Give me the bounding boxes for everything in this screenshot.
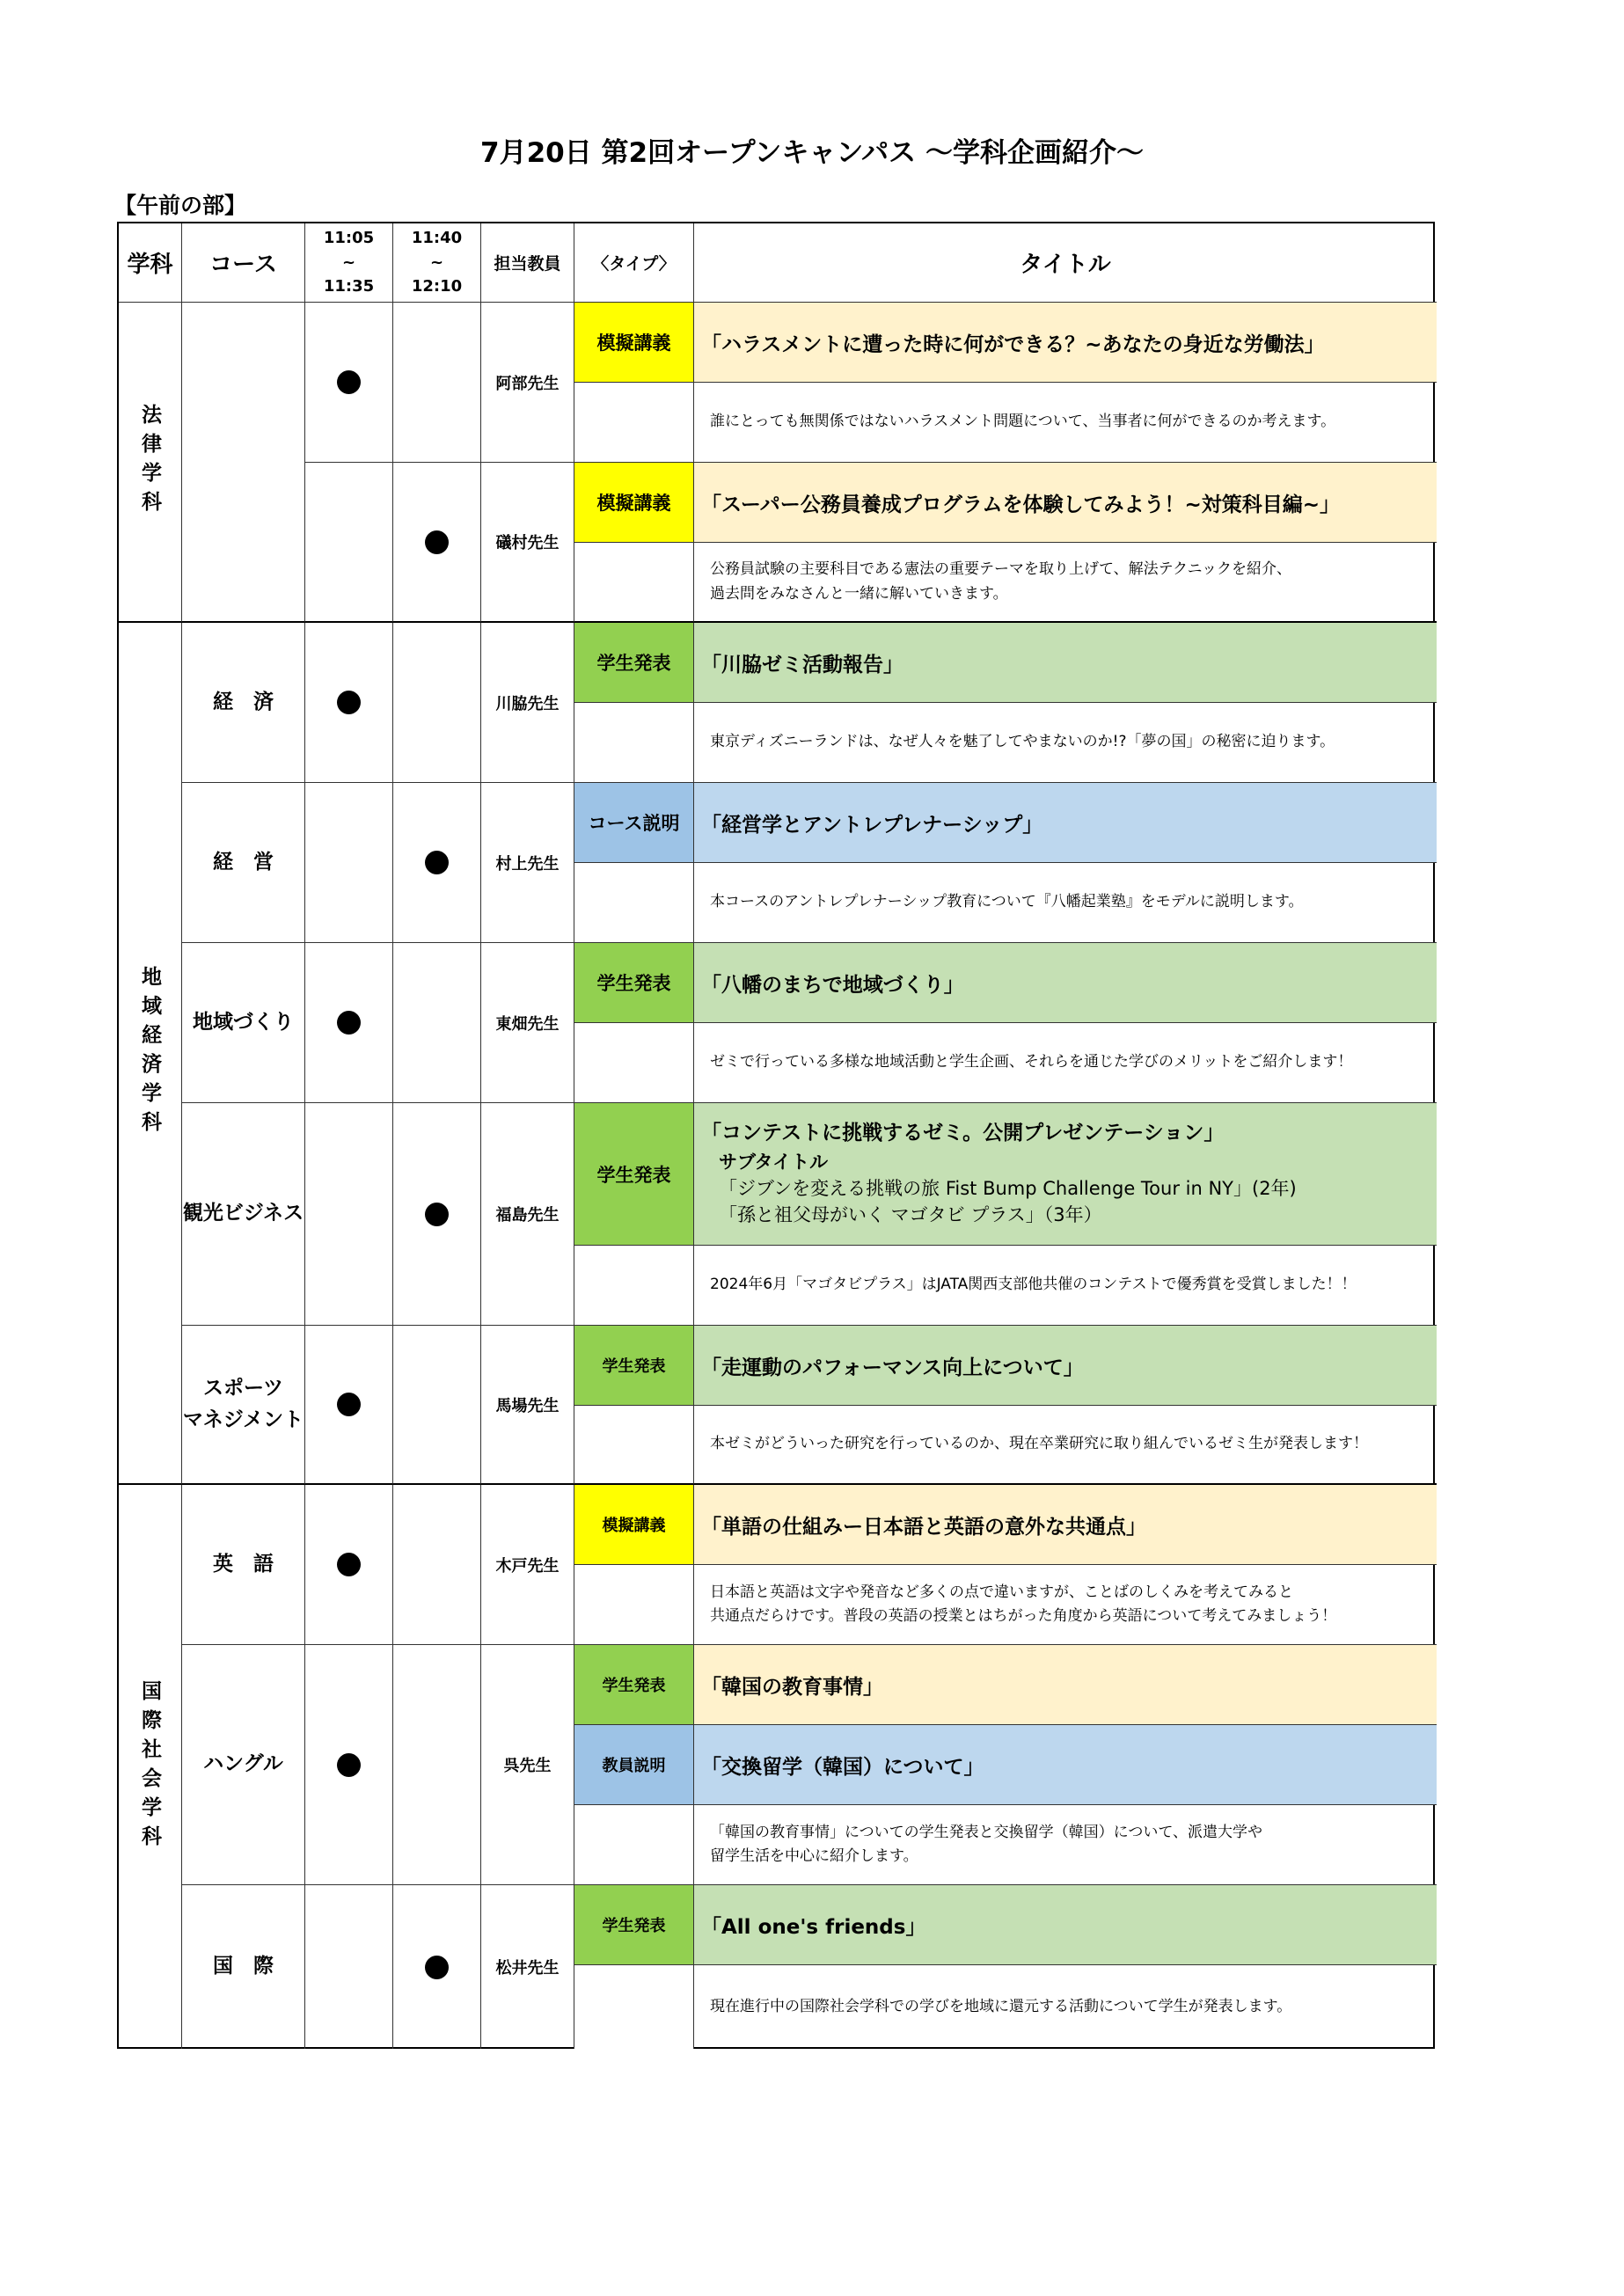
teacher-cell: 松井先生 bbox=[481, 1885, 574, 2049]
type-empty-cell bbox=[574, 1406, 694, 1485]
course-name: ハングル bbox=[182, 1645, 305, 1885]
teacher-cell: 東畑先生 bbox=[481, 943, 574, 1103]
type-tag: 模擬講義 bbox=[574, 303, 694, 383]
slot1-cell bbox=[305, 463, 393, 623]
type-empty-cell bbox=[574, 1965, 694, 2049]
slot1-cell bbox=[305, 623, 393, 783]
slot-marker-dot bbox=[337, 1753, 361, 1777]
type-empty-cell bbox=[574, 1805, 694, 1885]
type-tag: 学生発表 bbox=[574, 1885, 694, 1965]
slot-marker-dot bbox=[425, 851, 449, 874]
slot2-cell bbox=[393, 1485, 481, 1645]
course-cell-law bbox=[182, 303, 305, 623]
event-description: 日本語と英語は文字や発音など多くの点で違いますが、ことばのしくみを考えてみると 共通点だらけです。普段の英語の授業とはちがった角度から英語について考えてみましょう！ bbox=[694, 1565, 1437, 1645]
header-slot2: 11:40 ~ 12:10 bbox=[393, 223, 481, 303]
event-description: 誰にとっても無関係ではないハラスメント問題について、当事者に何ができるのか考えます。 bbox=[694, 383, 1437, 463]
course-name: 地域づくり bbox=[182, 943, 305, 1103]
teacher-cell: 福島先生 bbox=[481, 1103, 574, 1326]
header-title: タイトル bbox=[694, 223, 1437, 303]
course-name: 国 際 bbox=[182, 1885, 305, 2049]
slot2-cell bbox=[393, 623, 481, 783]
teacher-cell: 村上先生 bbox=[481, 783, 574, 943]
slot1-cell bbox=[305, 943, 393, 1103]
header-slot1: 11:05 ~ 11:35 bbox=[305, 223, 393, 303]
header-dept: 学科 bbox=[119, 223, 182, 303]
section-label: 【午前の部】 bbox=[114, 193, 247, 218]
type-empty-cell bbox=[574, 1565, 694, 1645]
type-empty-cell bbox=[574, 1246, 694, 1326]
event-title: 「All one's friends」 bbox=[694, 1885, 1437, 1965]
slot-marker-dot bbox=[337, 691, 361, 714]
event-title: 「経営学とアントレプレナーシップ」 bbox=[694, 783, 1437, 863]
type-tag: 模擬講義 bbox=[574, 1485, 694, 1565]
event-description: 2024年6月「マゴタビプラス」はJATA関西支部他共催のコンテストで優秀賞を受賞しました！！ bbox=[694, 1246, 1437, 1326]
teacher-cell: 川脇先生 bbox=[481, 623, 574, 783]
type-tag: 学生発表 bbox=[574, 1645, 694, 1725]
event-description: 公務員試験の主要科目である憲法の重要テーマを取り上げて、解法テクニックを紹介、 過去問をみなさんと一緒に解いていきます。 bbox=[694, 543, 1437, 623]
type-tag: 教員説明 bbox=[574, 1725, 694, 1805]
event-description: 現在進行中の国際社会学科での学びを地域に還元する活動について学生が発表します。 bbox=[710, 1997, 1292, 2015]
event-description: 東京ディズニーランドは、なぜ人々を魅了してやまないのか!?「夢の国」の秘密に迫ります。 bbox=[694, 703, 1437, 783]
course-name: 経 済 bbox=[182, 623, 305, 783]
slot-marker-dot bbox=[425, 530, 449, 554]
slot2-cell bbox=[393, 1885, 481, 2049]
header-teacher: 担当教員 bbox=[481, 223, 574, 303]
type-empty-cell bbox=[574, 863, 694, 943]
slot2-cell bbox=[393, 303, 481, 463]
slot2-cell bbox=[393, 943, 481, 1103]
header-type: 〈タイプ〉 bbox=[574, 223, 694, 303]
teacher-cell: 礒村先生 bbox=[481, 463, 574, 623]
course-name: 英 語 bbox=[182, 1485, 305, 1645]
event-title: 「スーパー公務員養成プログラムを体験してみよう！~対策科目編~」 bbox=[694, 463, 1437, 543]
slot2-cell bbox=[393, 1645, 481, 1885]
event-title: 「コンテストに挑戦するゼミ。公開プレゼンテーション」 bbox=[701, 1122, 1225, 1145]
slot2-cell bbox=[393, 1103, 481, 1326]
schedule-table bbox=[117, 222, 1435, 2049]
event-title: 「川脇ゼミ活動報告」 bbox=[694, 623, 1437, 703]
type-tag: 模擬講義 bbox=[574, 463, 694, 543]
slot2-cell bbox=[393, 463, 481, 623]
course-name: 経 営 bbox=[182, 783, 305, 943]
dept-regional-economy: 地域経済学科 bbox=[119, 623, 182, 1485]
event-title-block bbox=[694, 1103, 1437, 1246]
slot1-cell bbox=[305, 1885, 393, 2049]
event-title: 「八幡のまちで地域づくり」 bbox=[694, 943, 1437, 1023]
event-title: 「韓国の教育事情」 bbox=[694, 1645, 1437, 1725]
dept-international-society: 国際社会学科 bbox=[119, 1485, 182, 2049]
page-title: 7月20日 第2回オープンキャンパス ～学科企画紹介～ bbox=[480, 137, 1144, 169]
course-name: スポーツ マネジメント bbox=[182, 1326, 305, 1485]
event-description: 「韓国の教育事情」についての学生発表と交換留学（韓国）について、派遣大学や 留学生活を中心に紹介します。 bbox=[694, 1805, 1437, 1885]
course-name: 観光ビジネス bbox=[182, 1103, 305, 1326]
type-empty-cell bbox=[574, 383, 694, 463]
type-tag: 学生発表 bbox=[574, 1103, 694, 1246]
slot-marker-dot bbox=[337, 370, 361, 394]
dept-law: 法律学科 bbox=[119, 303, 182, 623]
slot1-cell bbox=[305, 1485, 393, 1645]
event-description: 本ゼミがどういった研究を行っているのか、現在卒業研究に取り組んでいるゼミ生が発表します！ bbox=[694, 1406, 1437, 1485]
slot2-cell bbox=[393, 1326, 481, 1485]
slot1-cell bbox=[305, 1645, 393, 1885]
subtitle-line: 「ジブンを変える挑戦の旅 Fist Bump Challenge Tour in NY」(2年) bbox=[719, 1177, 1297, 1199]
type-empty-cell bbox=[574, 543, 694, 623]
type-empty-cell bbox=[574, 703, 694, 783]
slot-marker-dot bbox=[425, 1203, 449, 1226]
slot1-cell bbox=[305, 303, 393, 463]
slot1-cell bbox=[305, 1103, 393, 1326]
type-empty-cell bbox=[574, 1023, 694, 1103]
type-tag: コース説明 bbox=[574, 783, 694, 863]
type-tag: 学生発表 bbox=[574, 943, 694, 1023]
slot-marker-dot bbox=[337, 1553, 361, 1576]
slot-marker-dot bbox=[425, 1956, 449, 1979]
type-tag: 学生発表 bbox=[574, 1326, 694, 1406]
slot2-cell bbox=[393, 783, 481, 943]
slot1-cell bbox=[305, 1326, 393, 1485]
teacher-cell: 馬場先生 bbox=[481, 1326, 574, 1485]
teacher-cell: 呉先生 bbox=[481, 1645, 574, 1885]
slot1-cell bbox=[305, 783, 393, 943]
teacher-cell: 阿部先生 bbox=[481, 303, 574, 463]
event-title: 「ハラスメントに遭った時に何ができる？~あなたの身近な労働法」 bbox=[694, 303, 1437, 383]
event-title: 「交換留学（韓国）について」 bbox=[694, 1725, 1437, 1805]
header-course: コース bbox=[182, 223, 305, 303]
event-title: 「走運動のパフォーマンス向上について」 bbox=[694, 1326, 1437, 1406]
event-description: 本コースのアントレプレナーシップ教育について『八幡起業塾』をモデルに説明します。 bbox=[694, 863, 1437, 943]
type-tag: 学生発表 bbox=[574, 623, 694, 703]
teacher-cell: 木戸先生 bbox=[481, 1485, 574, 1645]
subtitle-label: サブタイトル bbox=[719, 1151, 829, 1173]
event-title: 「単語の仕組みー日本語と英語の意外な共通点」 bbox=[694, 1485, 1437, 1565]
slot-marker-dot bbox=[337, 1011, 361, 1035]
event-description: ゼミで行っている多様な地域活動と学生企画、それらを通じた学びのメリットをご紹介します！ bbox=[694, 1023, 1437, 1103]
subtitle-line: 「孫と祖父母がいく マゴタビ プラス」（3年） bbox=[719, 1204, 1102, 1226]
slot-marker-dot bbox=[337, 1393, 361, 1416]
